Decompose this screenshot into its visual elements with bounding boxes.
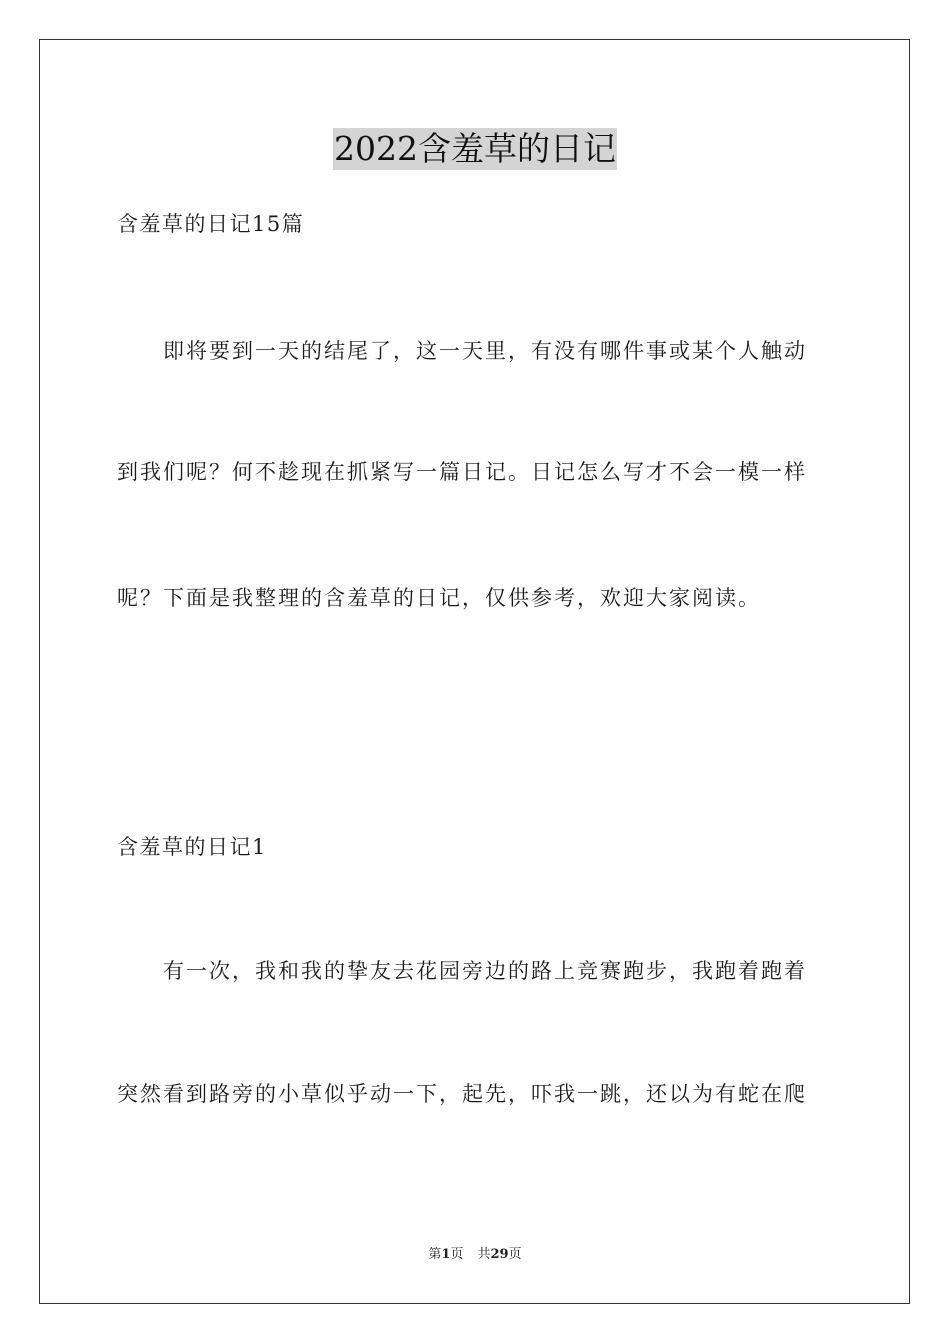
page-footer xyxy=(0,1246,950,1264)
footer-page-suffix: 页 xyxy=(450,1247,464,1262)
section-heading: 含羞草的日记1 xyxy=(117,835,267,859)
footer-total-pages: 29 xyxy=(490,1247,509,1262)
intro-line-2: 到我们呢？何不趁现在抓紧写一篇日记。日记怎么写才不会一模一样 xyxy=(117,460,807,484)
intro-line-3: 呢？下面是我整理的含羞草的日记，仅供参考，欢迎大家阅读。 xyxy=(117,586,761,610)
footer-page-prefix: 第 xyxy=(428,1247,442,1262)
footer-total-prefix: 共 xyxy=(477,1247,491,1262)
intro-line-1: 即将要到一天的结尾了，这一天里，有没有哪件事或某个人触动 xyxy=(163,339,807,363)
footer-total-suffix: 页 xyxy=(508,1247,522,1262)
section-line-2: 突然看到路旁的小草似乎动一下，起先，吓我一跳，还以为有蛇在爬 xyxy=(117,1082,807,1106)
footer-page-number: 1 xyxy=(441,1247,451,1262)
document-subtitle: 含羞草的日记15篇 xyxy=(117,212,305,236)
document-title: 2022含羞草的日记 xyxy=(334,129,616,168)
section-line-1: 有一次，我和我的挚友去花园旁边的路上竞赛跑步，我跑着跑着 xyxy=(163,959,807,983)
title-container xyxy=(0,128,950,170)
